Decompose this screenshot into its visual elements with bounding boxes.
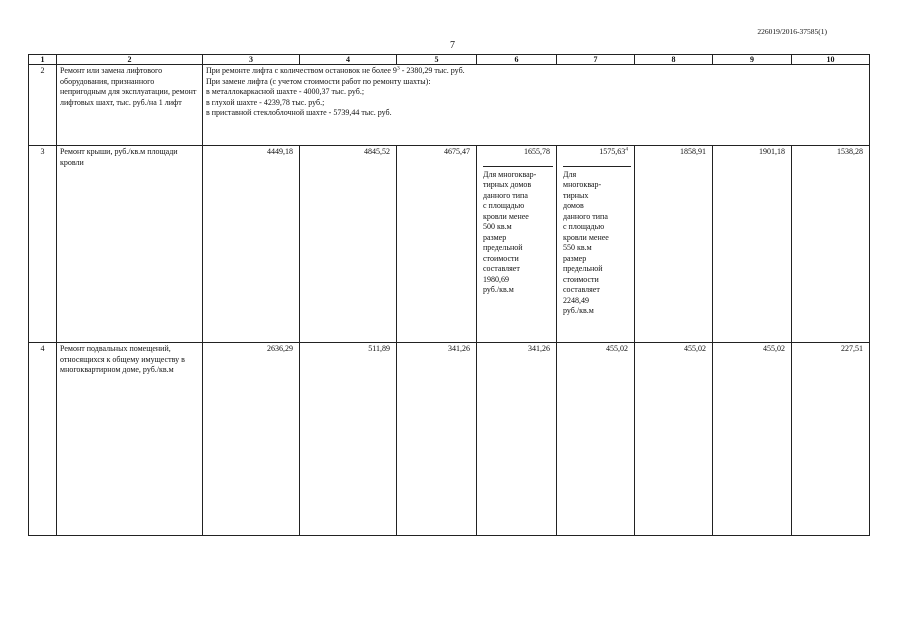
value-cell: 455,02 bbox=[713, 343, 792, 536]
header-cell: 3 bbox=[203, 55, 300, 65]
header-cell: 8 bbox=[635, 55, 713, 65]
table-row bbox=[29, 65, 870, 146]
elevator-line: в приставной стеклоблочной шахте - 5739,44 тыс. руб. bbox=[206, 108, 392, 117]
value-cell: 455,02 bbox=[557, 343, 635, 536]
value-cell: 455,02 bbox=[635, 343, 713, 536]
value-cell: 4845,52 bbox=[300, 146, 397, 343]
header-cell: 9 bbox=[713, 55, 792, 65]
document-number: 226019/2016-37585(1) bbox=[757, 27, 827, 36]
elevator-line: в глухой шахте - 4239,78 тыс. руб.; bbox=[206, 97, 325, 107]
page-number: 7 bbox=[450, 40, 455, 51]
header-cell: 6 bbox=[477, 55, 557, 65]
value-cell: 341,26 bbox=[397, 343, 477, 536]
header-cell: 2 bbox=[57, 55, 203, 65]
value-cell: 1858,91 bbox=[635, 146, 713, 343]
header-cell: 10 bbox=[792, 55, 870, 65]
table-row bbox=[29, 343, 870, 536]
row-number: 4 bbox=[29, 343, 57, 536]
header-cell: 4 bbox=[300, 55, 397, 65]
item-name: Ремонт крыши, руб./кв.м площади кровли bbox=[57, 146, 203, 343]
elevator-cost-text bbox=[203, 65, 870, 146]
roof-note: Для многоквар- тирных домов данного типа с площадью кровли менее 550 кв.м размер предельной стоимости составляет 2248,49 руб./кв.м bbox=[563, 166, 631, 317]
header-row bbox=[29, 55, 870, 65]
value-cell: 341,26 bbox=[477, 343, 557, 536]
value-cell: 511,89 bbox=[300, 343, 397, 536]
header-cell: 1 bbox=[29, 55, 57, 65]
value-cell-with-note: 1575,63$^4$ Для многоквар- тирных домов данного типа с площадью кровли менее 550 кв.м размер предельной стоимости составляет 2248,49 руб./кв.м bbox=[557, 146, 635, 343]
value-cell: 227,51 bbox=[792, 343, 870, 536]
row-number: 2 bbox=[29, 65, 57, 146]
roof-note: Для многоквар- тирных домов данного типа с площадью кровли менее 500 кв.м размер предельной стоимости составляет 1980,69 руб./кв.м bbox=[483, 166, 553, 296]
value-cell: 1901,18 bbox=[713, 146, 792, 343]
value-cell-with-note: 1655,78 Для многоквар- тирных домов данного типа с площадью кровли менее 500 кв.м размер предельной стоимости составляет 1980,69 руб./кв.м bbox=[477, 146, 557, 343]
cost-table bbox=[28, 54, 870, 536]
header-cell: 5 bbox=[397, 55, 477, 65]
header-cell: 7 bbox=[557, 55, 635, 65]
value-cell: 4449,18 bbox=[203, 146, 300, 343]
item-name: Ремонт подвальных помещений, относящихся к общему имуществу в многоквартирном доме, руб./кв.м bbox=[57, 343, 203, 536]
value-cell: 4675,47 bbox=[397, 146, 477, 343]
row-number: 3 bbox=[29, 146, 57, 343]
item-name: Ремонт или замена лифтового оборудования, признанного непригодным для эксплуатации, ремонт лифтовых шахт, тыс. руб./на 1 лифт bbox=[57, 65, 203, 146]
elevator-line: в металлокаркасной шахте - 4000,37 тыс. руб.; bbox=[206, 87, 365, 96]
value-cell: 2636,29 bbox=[203, 343, 300, 536]
elevator-line: При ремонте лифта с количеством остановок не более $9^3 - 2380,29$ тыс. руб. bbox=[206, 65, 465, 75]
elevator-line: При замене лифта (с учетом стоимости работ по ремонту шахты): bbox=[206, 76, 431, 86]
table-row bbox=[29, 146, 870, 343]
value-cell: 1538,28 bbox=[792, 146, 870, 343]
